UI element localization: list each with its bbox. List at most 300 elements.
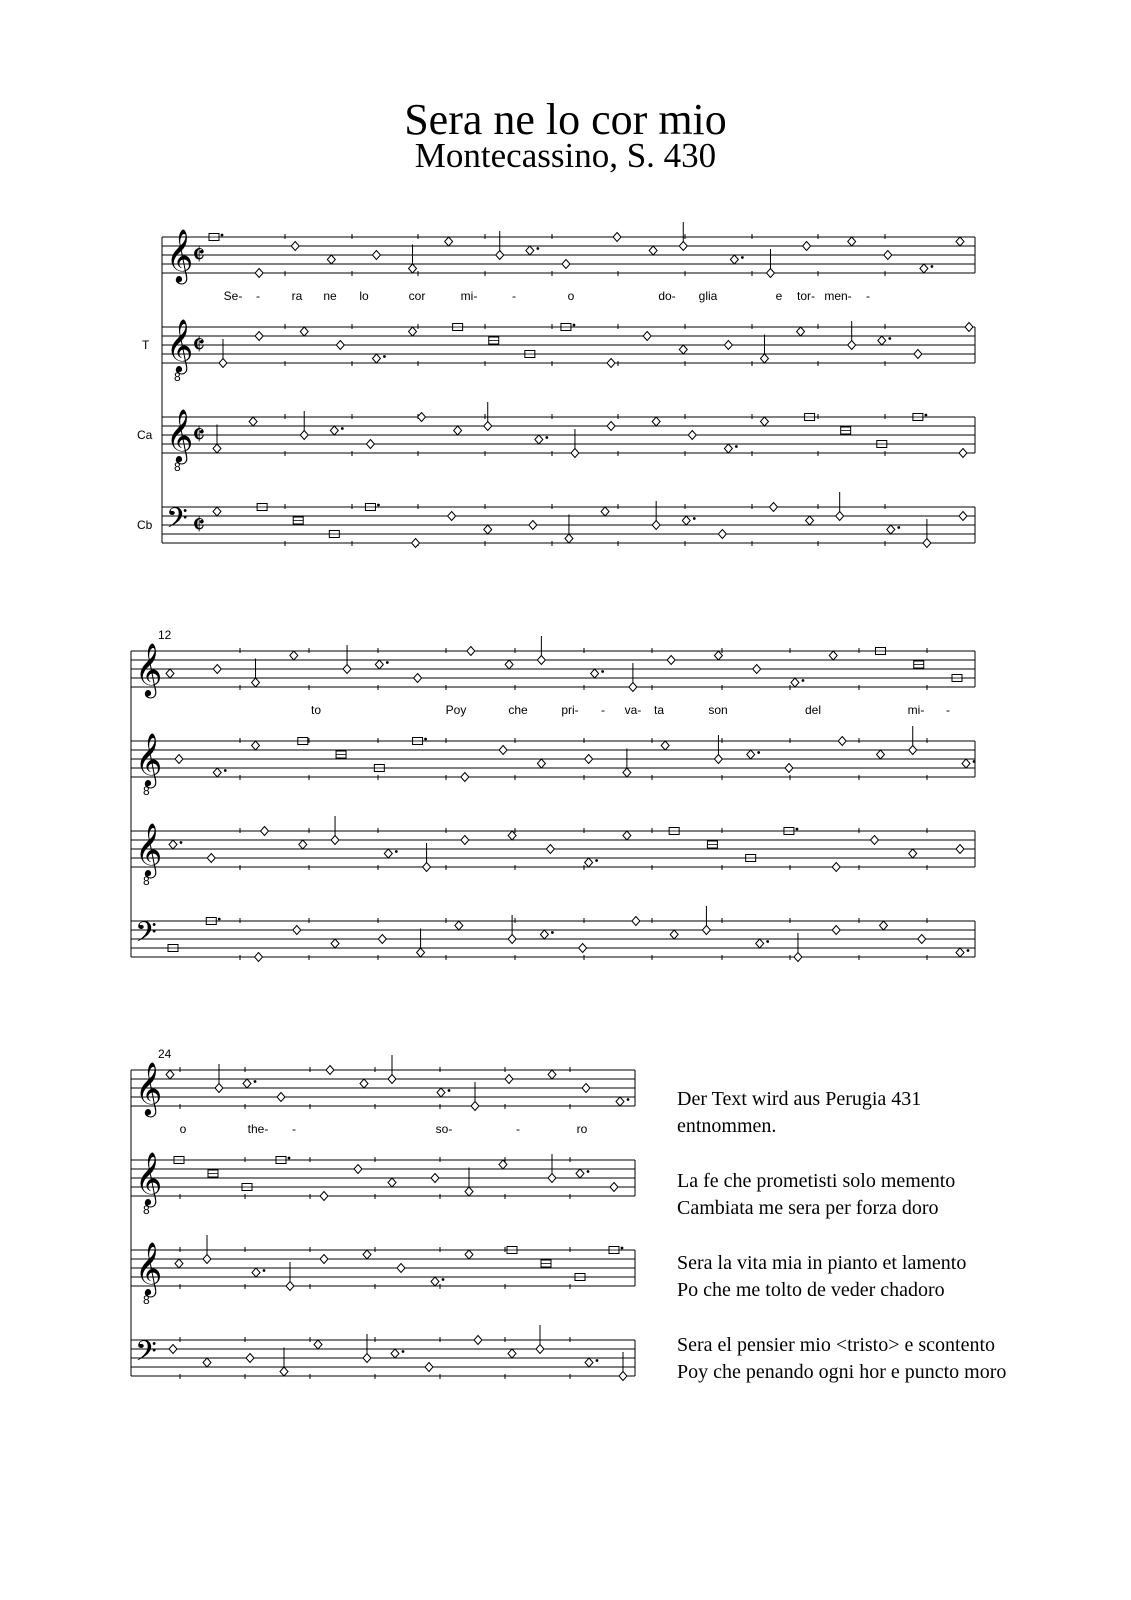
lyric-syllable: so- [435,1122,453,1136]
minim-note [565,534,573,543]
semibreve-note [291,242,299,251]
semibreve-note [661,741,669,750]
semibreve-note [366,440,374,449]
dot [967,949,970,952]
semibreve-note [320,1192,328,1201]
minim-note [836,512,844,521]
semibreve-note [718,530,726,539]
semibreve-note [562,260,570,269]
semibreve-note [437,1088,445,1097]
semibreve-note [255,269,263,278]
semibreve-note [166,1070,174,1079]
text-notes [677,1086,1117,1386]
minim-note [679,242,687,251]
minim-note [363,1354,371,1363]
semibreve-note [918,935,926,944]
semibreve-note [314,1340,322,1349]
treble-clef-icon: 𝄞 [135,732,163,786]
semibreve-note [354,1165,362,1174]
stanza-2 [677,1250,1117,1304]
semibreve-note [252,741,260,750]
lyric-syllable: do- [658,289,676,303]
lyric-syllable: lo [359,289,369,303]
semibreve-note [920,264,928,273]
stanza-line: Poy che penando ogni hor e puncto moro [677,1361,1007,1383]
semibreve-note [505,660,513,669]
dot [601,670,604,673]
semibreve-note [431,1277,439,1286]
dot [263,1269,266,1272]
semibreve-note [610,1183,618,1192]
dot [536,247,539,250]
minim-note [496,251,504,260]
semibreve-note [448,512,456,521]
semibreve-note [384,849,392,858]
dot [288,1157,291,1160]
staff [131,726,975,798]
minim-note [331,836,339,845]
semibreve-note [293,926,301,935]
lyric-syllable: ro [576,1122,588,1136]
semibreve-note [277,1093,285,1102]
semibreve-note [887,525,895,534]
minim-note [652,521,660,530]
semibreve-note [372,354,380,363]
semibreve-note [331,939,339,948]
semibreve-note [956,845,964,854]
octave-mark: 8 [174,370,181,384]
dot [621,1247,624,1250]
semibreve-note [679,345,687,354]
semibreve-note [714,651,722,660]
semibreve-note [879,921,887,930]
semibreve-note [753,665,761,674]
lyric-syllable: ne [323,289,337,303]
semibreve-note [467,647,475,656]
lyric-syllable: cor [408,289,426,303]
semibreve-note [431,1174,439,1183]
staff [131,1325,635,1381]
semibreve-note [576,1169,584,1178]
staff [131,636,975,698]
lyric-syllable: Poy [445,703,467,717]
semibreve-note [455,921,463,930]
minim-note [619,1372,627,1381]
minim-note [300,431,308,440]
dot [224,769,227,772]
lyric-syllable: - [292,1122,296,1136]
semibreve-note [688,431,696,440]
minim-note [766,269,774,278]
semibreve-note [667,656,675,665]
semibreve-note [397,1264,405,1273]
staff [131,1151,635,1217]
voice-label: Ca [137,428,153,442]
dot [888,337,891,340]
lyric-syllable: to [310,703,322,717]
semibreve-note [585,755,593,764]
semibreve-note [832,926,840,935]
semibreve-note [252,1268,260,1277]
semibreve-note [670,930,678,939]
semibreve-note [623,831,631,840]
semibreve-note [213,768,221,777]
semibreve-note [261,827,269,836]
lyric-syllable: mi- [460,289,478,303]
semibreve-note [548,1070,556,1079]
semibreve-note [175,1259,183,1268]
semibreve-note [378,935,386,944]
stanza-line: Cambiata me sera per forza doro [677,1197,939,1219]
semibreve-note [249,417,257,426]
minim-note [213,444,221,453]
lyric-syllable: the- [247,1122,269,1136]
dot [924,414,927,417]
treble-clef-icon: 𝄞 [166,408,194,462]
dot [802,679,805,682]
staff [131,1235,635,1307]
semibreve-note [320,1255,328,1264]
semibreve-note [591,669,599,678]
semibreve-note [203,1358,211,1367]
dot [218,918,221,921]
semibreve-note [546,845,554,854]
lyric-syllable: o [179,1122,187,1136]
semibreve-note [760,417,768,426]
treble-clef-icon: 𝄞 [135,642,163,696]
minim-note [219,359,227,368]
semibreve-note [878,336,886,345]
treble-clef-icon: 𝄞 [135,822,163,876]
semibreve-note [643,332,651,341]
minim-note [423,863,431,872]
treble-clef-icon: 𝄞 [166,228,194,282]
semibreve-note [909,849,917,858]
minim-note [714,755,722,764]
dot [741,256,744,259]
lyric-syllable: ta [653,703,665,717]
semibreve-note [327,255,335,264]
semibreve-note [652,417,660,426]
semibreve-note [956,237,964,246]
minim-note [794,953,802,962]
minim-note [215,1084,223,1093]
minim-note [537,656,545,665]
semibreve-note [601,507,609,516]
voice-label: T [142,338,150,352]
treble-clef-icon: 𝄞 [135,1061,163,1115]
minim-note [252,678,260,687]
semibreve-note [540,930,548,939]
dot [402,1350,405,1353]
stanza-line: Sera la vita mia in pianto et lamento [677,1252,967,1274]
dot [627,1098,630,1101]
dot [424,738,427,741]
minim-note [548,1174,556,1183]
minim-note [465,1187,473,1196]
semibreve-note [756,939,764,948]
semibreve-note [169,840,177,849]
semibreve-note [876,750,884,759]
semibreve-note [445,237,453,246]
minim-note [417,948,425,957]
stanza-line: La fe che prometisti solo memento [677,1170,956,1192]
semibreve-note [461,836,469,845]
staff [131,816,975,888]
semibreve-note [255,332,263,341]
dot [377,504,380,507]
minim-note [409,264,417,273]
semibreve-note [747,750,755,759]
minim-note [286,1282,294,1291]
staff [131,906,975,962]
semibreve-note [505,1075,513,1084]
semibreve-note [769,503,777,512]
stanza-line: Po che me tolto de veder chadoro [677,1279,945,1301]
lyric-syllable: Se- [223,289,243,303]
lyric-syllable: glia [698,289,718,303]
semibreve-note [363,1250,371,1259]
lyric-syllable: son [708,703,728,717]
semibreve-note [582,1084,590,1093]
semibreve-note [484,525,492,534]
semibreve-note [175,755,183,764]
dot [735,445,738,448]
system-1 [137,222,975,548]
semibreve-note [425,1363,433,1372]
dot [545,436,548,439]
octave-mark: 8 [143,784,150,798]
semibreve-note [409,327,417,336]
semibreve-note [290,651,298,660]
measure-number: 24 [158,1047,172,1061]
semibreve-note [465,1250,473,1259]
cut-time-icon: 𝄵 [192,418,206,453]
semibreve-note [326,1066,334,1075]
semibreve-note [213,665,221,674]
staff [137,402,975,474]
semibreve-note [649,246,657,255]
lyric-syllable: va- [624,703,642,717]
dot [587,1170,590,1173]
semibreve-note [535,435,543,444]
semibreve-note [959,512,967,521]
stanza-1 [677,1168,1117,1222]
semibreve-note [884,251,892,260]
semibreve-note [806,516,814,525]
semibreve-note [682,516,690,525]
lyric-syllable: pri- [561,703,579,717]
dot [395,850,398,853]
minim-note [343,665,351,674]
bass-clef-icon: 𝄢 [135,1335,157,1375]
lyric-syllable: - [601,703,605,717]
semibreve-note [461,773,469,782]
semibreve-note [870,836,878,845]
semibreve-note [914,350,922,359]
staff [137,492,975,548]
dot [897,526,900,529]
semibreve-note [579,944,587,953]
minim-note [536,1345,544,1354]
semibreve-note [418,413,426,422]
lyric-syllable: del [804,703,822,717]
semibreve-note [965,323,973,332]
bass-clef-icon: 𝄢 [166,502,188,542]
semibreve-note [299,840,307,849]
semibreve-note [388,1178,396,1187]
dot [595,859,598,862]
semibreve-note [724,444,732,453]
dot [693,517,696,520]
semibreve-note [607,359,615,368]
dot [757,751,760,754]
semibreve-note [372,251,380,260]
minim-note [702,926,710,935]
note-line: entnommen. [677,1115,777,1137]
dot [180,841,183,844]
voice-label: Cb [137,518,153,532]
semibreve-note [803,242,811,251]
semibreve-note [169,1345,177,1354]
semibreve-note [255,953,263,962]
minim-note [629,683,637,692]
semibreve-note [526,246,534,255]
note-line: Der Text wird aus Perugia 431 [677,1088,922,1110]
treble-clef-icon: 𝄞 [135,1241,163,1295]
minim-note [484,422,492,431]
lyric-syllable: - [512,289,516,303]
minim-note [203,1255,211,1264]
semibreve-note [962,759,970,768]
semibreve-note [848,237,856,246]
semibreve-note [529,521,537,530]
staff [142,318,975,384]
semibreve-note [632,917,640,926]
system-2 [131,628,975,962]
measure-number: 12 [158,628,172,642]
lyric-syllable: - [866,289,870,303]
semibreve-note [412,539,420,548]
semibreve-note [956,948,964,957]
minim-note [909,746,917,755]
semibreve-note [414,674,422,683]
minim-note [388,1075,396,1084]
stanza-3 [677,1332,1117,1386]
semibreve-note [499,1160,507,1169]
lyric-syllable: e [775,289,783,303]
source-subtitle: Montecassino, S. 430 [414,136,717,175]
semibreve-note [613,233,621,242]
dot [930,265,933,268]
lyric-syllable: o [567,289,575,303]
stanza-line: Sera el pensier mio <tristo> e scontento [677,1334,996,1356]
note-paragraph [677,1086,1117,1140]
lyric-syllable: ra [291,289,303,303]
semibreve-note [330,426,338,435]
semibreve-note [360,1079,368,1088]
semibreve-note [213,507,221,516]
minim-note [760,354,768,363]
semibreve-note [829,651,837,660]
semibreve-note [832,863,840,872]
staff [162,222,975,284]
dot [448,1089,451,1092]
dot [973,760,976,763]
lyric-syllable: - [946,703,950,717]
semibreve-note [724,341,732,350]
lyric-syllable: tor- [797,289,815,303]
cut-time-icon: 𝄵 [192,238,206,273]
staff [131,1055,635,1117]
semibreve-note [375,660,383,669]
lyric-syllable: che [508,703,528,717]
dot [383,355,386,358]
dot [596,1359,599,1362]
lyric-syllable: mi- [907,703,925,717]
octave-mark: 8 [143,874,150,888]
dot [442,1278,445,1281]
semibreve-note [246,1354,254,1363]
semibreve-note [243,1079,251,1088]
semibreve-note [585,858,593,867]
bass-clef-icon: 𝄢 [135,916,157,956]
octave-mark: 8 [143,1203,150,1217]
semibreve-note [474,1336,482,1345]
semibreve-note [499,746,507,755]
treble-clef-icon: 𝄞 [135,1151,163,1205]
semibreve-note [336,341,344,350]
semibreve-note [300,327,308,336]
octave-mark: 8 [174,460,181,474]
semibreve-note [616,1097,624,1106]
semibreve-note [797,327,805,336]
dot [573,324,576,327]
semibreve-note [959,449,967,458]
minim-note [848,341,856,350]
semibreve-note [607,422,615,431]
dot [386,661,389,664]
semibreve-note [785,764,793,773]
cut-time-icon: 𝄵 [192,328,206,363]
dot [221,234,224,237]
lyric-syllable: men- [824,289,852,303]
dot [551,931,554,934]
semibreve-note [838,737,846,746]
minim-note [923,539,931,548]
dot [254,1080,257,1083]
cut-time-icon: 𝄵 [192,508,206,543]
semibreve-note [730,255,738,264]
semibreve-note [508,1349,516,1358]
octave-mark: 8 [143,1293,150,1307]
semibreve-note [166,669,174,678]
lyric-syllable: - [256,289,260,303]
minim-note [280,1367,288,1376]
semibreve-note [791,678,799,687]
minim-note [471,1102,479,1111]
semibreve-note [585,1358,593,1367]
semibreve-note [207,854,215,863]
minim-note [571,449,579,458]
treble-clef-icon: 𝄞 [166,318,194,372]
lyric-syllable: - [516,1122,520,1136]
minim-note [623,768,631,777]
semibreve-note [454,426,462,435]
semibreve-note [537,759,545,768]
piece-title: Sera ne lo cor mio [404,95,727,144]
dot [341,427,344,430]
